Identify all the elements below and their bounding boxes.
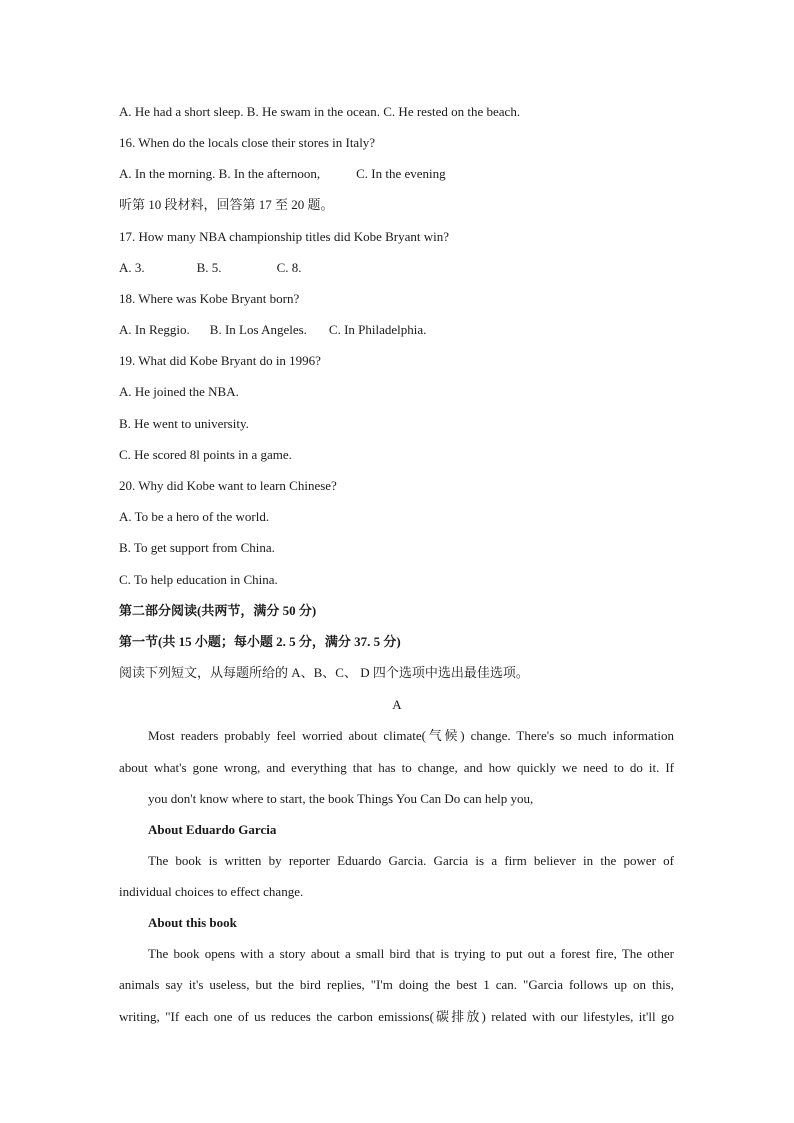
q20-option-b: B. To get support from China. xyxy=(119,540,275,555)
para3-line3: writing, "If each one of us reduces the carbon emissions(碳排放) related with our lifestyles, it'll go xyxy=(119,1009,674,1024)
q19-question: 19. What did Kobe Bryant do in 1996? xyxy=(119,353,321,368)
q16-option-ab: A. In the morning. B. In the afternoon, xyxy=(119,166,321,181)
section10-instruction: 听第 10 段材料，回答第 17 至 20 题。 xyxy=(119,197,334,212)
q16-option-c: C. In the evening xyxy=(356,166,446,181)
para2-line2: individual choices to effect change. xyxy=(119,884,304,899)
para3-line1: The book opens with a story about a small bird that is trying to put out a forest fire, The other xyxy=(148,946,674,961)
q18-option-b: B. In Los Angeles. xyxy=(209,322,307,337)
q18-option-a: A. In Reggio. xyxy=(119,322,190,337)
reading-instruction: 阅读下列短文，从每题所给的 A、B、C、 D 四个选项中选出最佳选项。 xyxy=(119,665,529,680)
q18-option-c: C. In Philadelphia. xyxy=(328,322,427,337)
q17-option-a: A. 3. xyxy=(119,260,145,275)
passage-label: A xyxy=(392,697,402,712)
q17-option-c: C. 8. xyxy=(276,260,302,275)
q17-options xyxy=(119,260,301,276)
q20-option-a: A. To be a hero of the world. xyxy=(119,509,270,524)
q16-options xyxy=(119,166,446,182)
q18-question: 18. Where was Kobe Bryant born? xyxy=(119,291,300,306)
para2-line1: The book is written by reporter Eduardo Garcia. Garcia is a firm believer in the power of xyxy=(148,853,674,868)
q16-question: 16. When do the locals close their stores in Italy? xyxy=(119,135,376,150)
heading-about-author: About Eduardo Garcia xyxy=(148,822,277,837)
q18-options xyxy=(119,322,426,338)
para1-line3: you don't know where to start, the book Things You Can Do can help you, xyxy=(148,791,534,806)
q15-options: A. He had a short sleep. B. He swam in the ocean. C. He rested on the beach. xyxy=(119,104,521,119)
q19-option-a: A. He joined the NBA. xyxy=(119,384,239,399)
q20-question: 20. Why did Kobe want to learn Chinese? xyxy=(119,478,337,493)
part-two-title: 第二部分阅读(共两节，满分 50 分) xyxy=(119,603,317,618)
para1-line2: about what's gone wrong, and everything that has to change, and how quickly we need to do it. If xyxy=(119,760,674,775)
q19-option-b: B. He went to university. xyxy=(119,416,249,431)
para1-line1: Most readers probably feel worried about climate(气候) change. There's so much information xyxy=(148,728,674,743)
q19-option-c: C. He scored 8l points in a game. xyxy=(119,447,292,462)
q17-question: 17. How many NBA championship titles did Kobe Bryant win? xyxy=(119,229,450,244)
q20-option-c: C. To help education in China. xyxy=(119,572,278,587)
para3-line2: animals say it's useless, but the bird replies, "I'm doing the best 1 can. "Garcia follows up on this, xyxy=(119,977,674,992)
section-one-title: 第一节(共 15 小题；每小题 2. 5 分，满分 37. 5 分) xyxy=(119,634,401,649)
q17-option-b: B. 5. xyxy=(196,260,222,275)
heading-about-book: About this book xyxy=(148,915,237,930)
